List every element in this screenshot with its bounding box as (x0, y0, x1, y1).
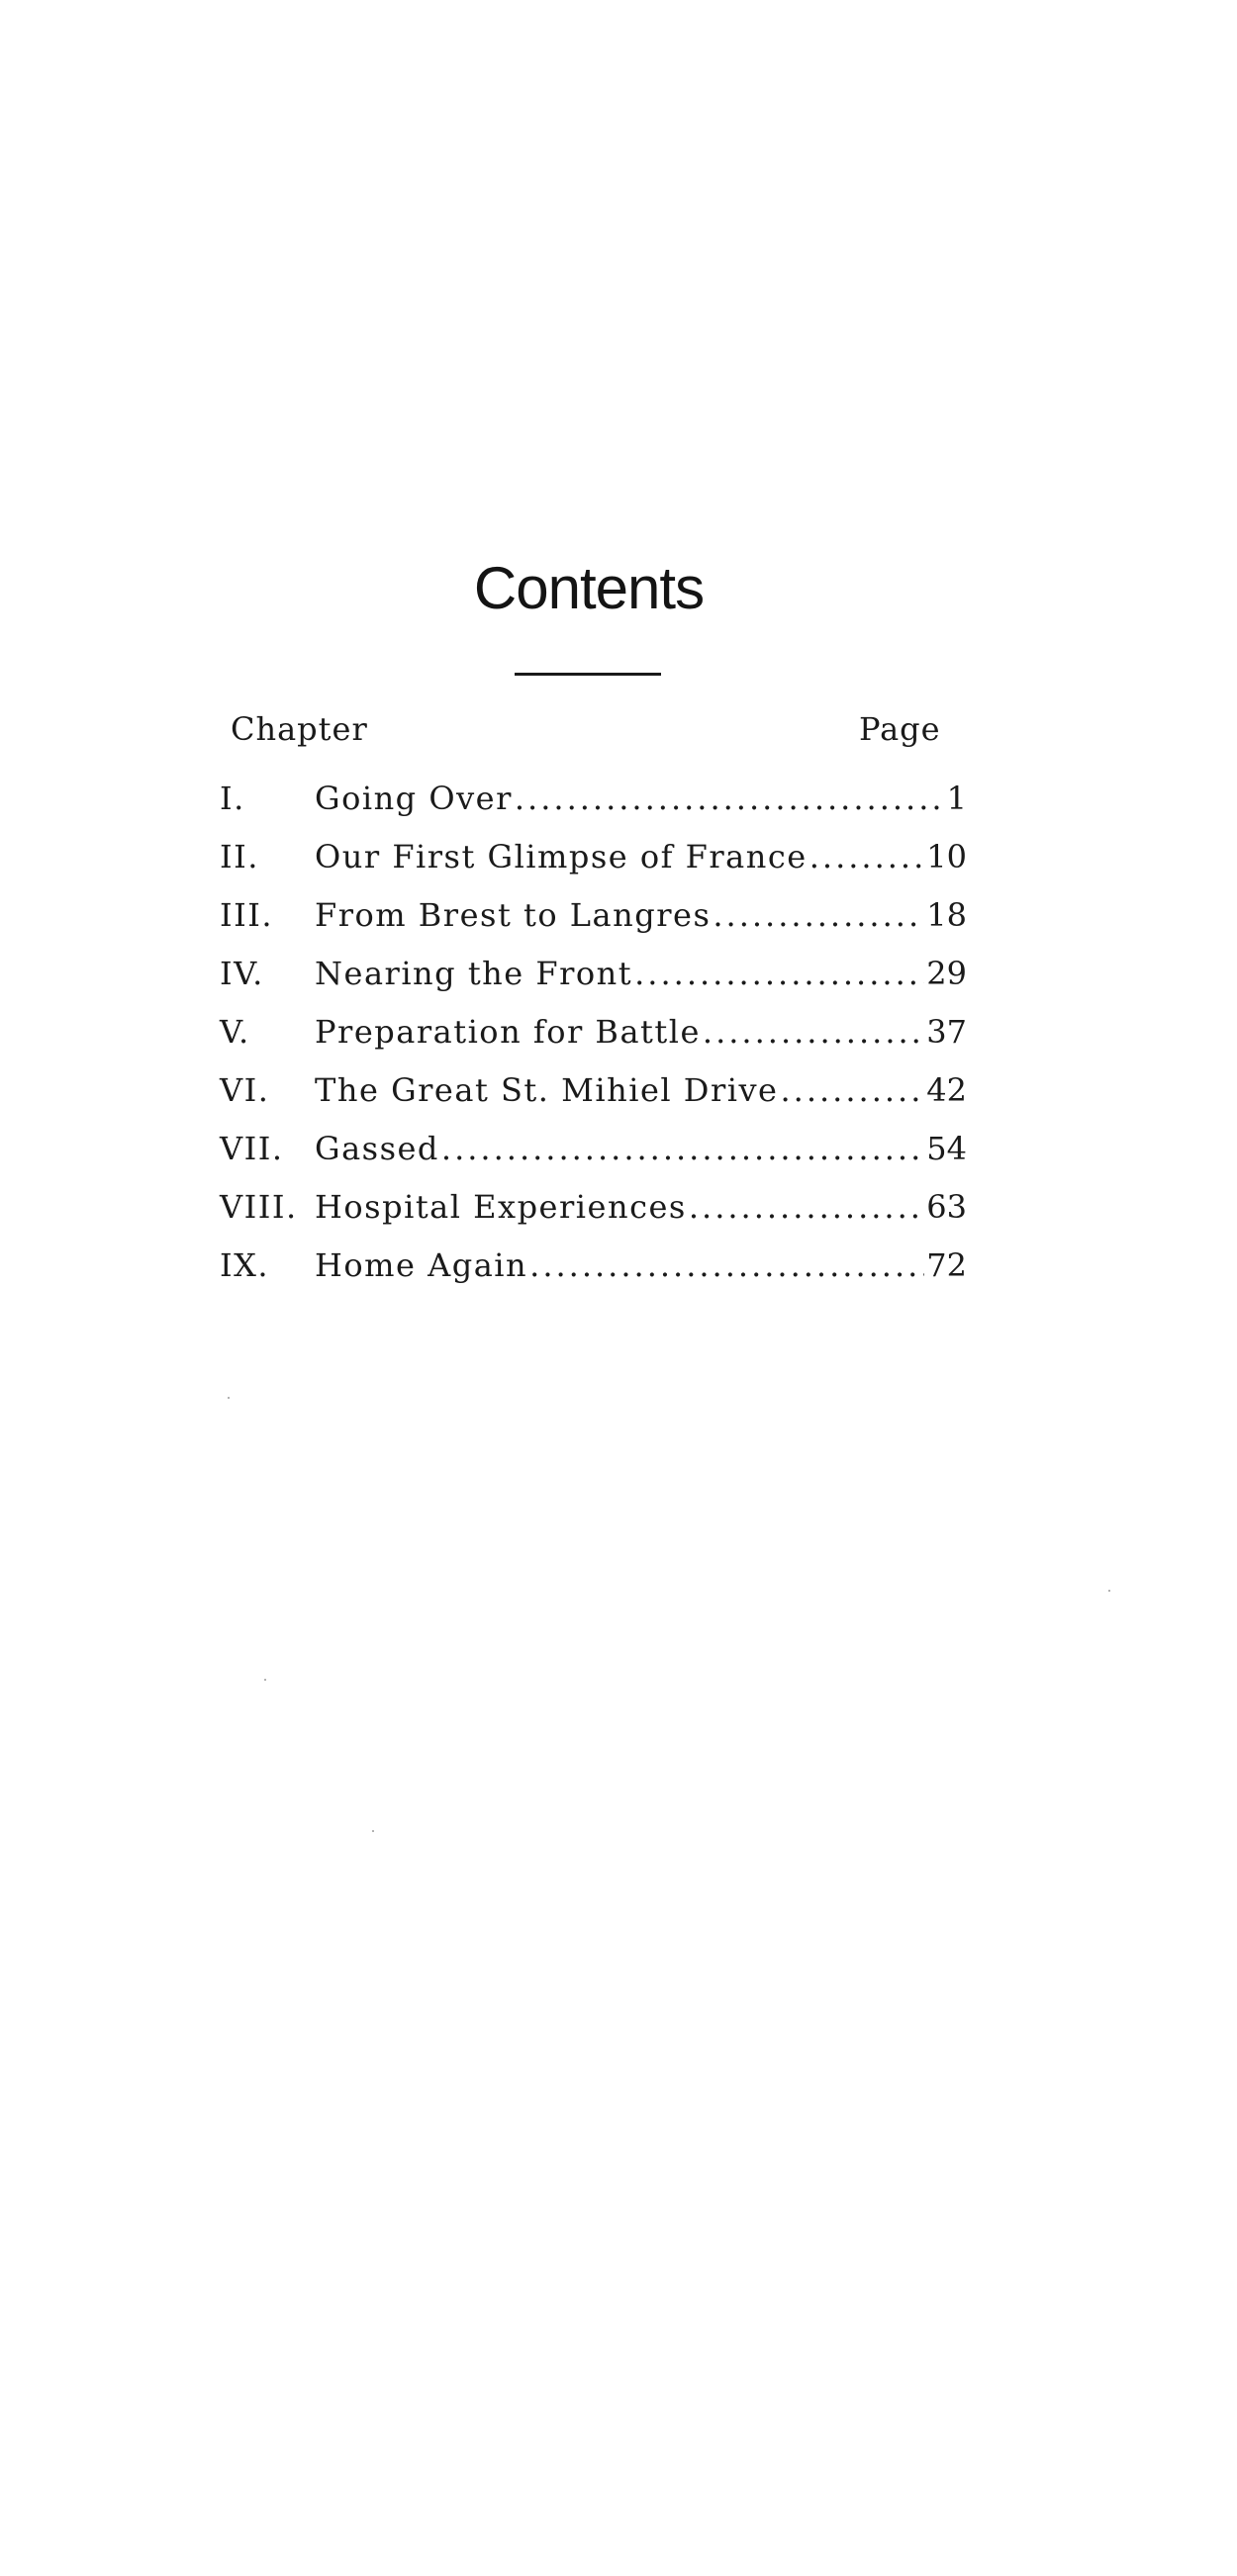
dot-leader (713, 886, 924, 945)
toc-entry (220, 828, 967, 886)
chapter-title: From Brest to Langres (315, 896, 712, 934)
chapter-number: V. (220, 1013, 250, 1051)
dot-leader (703, 1003, 924, 1061)
table-of-contents (220, 770, 967, 1295)
chapter-title: The Great St. Mihiel Drive (315, 1071, 779, 1109)
dot-leader (441, 1120, 924, 1178)
dot-leader (634, 945, 924, 1003)
dot-leader (529, 1237, 924, 1295)
chapter-number: III. (220, 896, 274, 934)
chapter-page: 29 (926, 955, 967, 992)
chapter-number: VI. (220, 1071, 270, 1109)
chapter-title: Home Again (315, 1246, 528, 1284)
toc-entry (220, 1003, 967, 1061)
toc-entry (220, 1061, 967, 1120)
chapter-page: 37 (926, 1013, 967, 1051)
dot-leader (780, 1061, 924, 1120)
chapter-column-label: Chapter (231, 710, 368, 748)
chapter-number: IV. (220, 955, 264, 992)
toc-entry (220, 1237, 967, 1295)
chapter-title: Hospital Experiences (315, 1188, 687, 1226)
chapter-number: IX. (220, 1246, 270, 1284)
chapter-number: I. (220, 780, 245, 817)
toc-entry (220, 886, 967, 945)
toc-entry (220, 1178, 967, 1237)
chapter-page: 54 (926, 1130, 967, 1167)
title-rule (515, 673, 661, 676)
chapter-page: 18 (926, 896, 967, 934)
paper-speck (228, 1397, 230, 1399)
chapter-title: Gassed (315, 1130, 439, 1167)
chapter-page: 63 (926, 1188, 967, 1226)
toc-entry (220, 945, 967, 1003)
chapter-page: 1 (946, 780, 967, 817)
dot-leader (515, 770, 945, 828)
chapter-title: Preparation for Battle (315, 1013, 701, 1051)
chapter-title: Going Over (315, 780, 513, 817)
chapter-page: 42 (926, 1071, 967, 1109)
chapter-page: 10 (926, 838, 967, 875)
dot-leader (809, 828, 925, 886)
chapter-title: Our First Glimpse of France (315, 838, 808, 875)
paper-speck (264, 1679, 266, 1681)
toc-entry (220, 1120, 967, 1178)
page-column-label: Page (859, 710, 1237, 2576)
paper-speck (372, 1830, 374, 1832)
dot-leader (689, 1178, 924, 1237)
chapter-page: 72 (926, 1246, 967, 1284)
toc-entry (220, 770, 967, 828)
chapter-number: VIII. (220, 1188, 298, 1226)
chapter-number: VII. (220, 1130, 284, 1167)
chapter-number: II. (220, 838, 259, 875)
chapter-title: Nearing the Front (315, 955, 633, 992)
paper-speck (1108, 1590, 1110, 1592)
page-title: Contents (473, 555, 705, 621)
